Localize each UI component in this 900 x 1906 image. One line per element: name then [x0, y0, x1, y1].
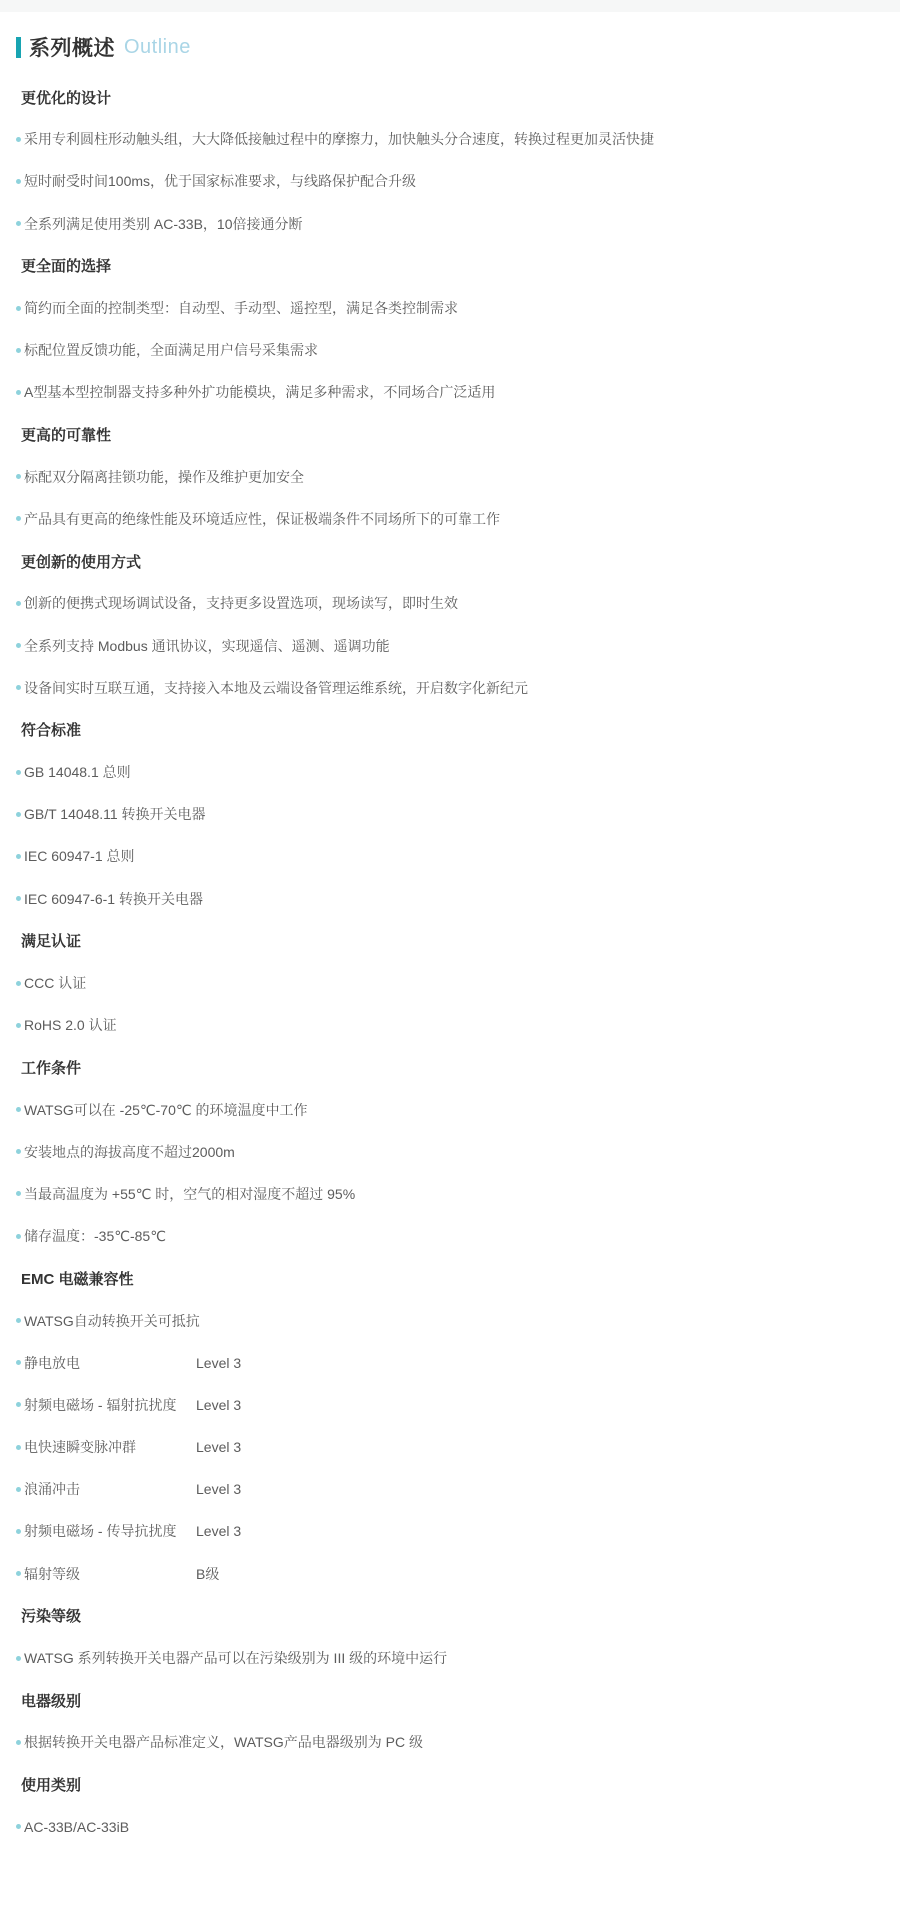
list-item: [16, 1131, 884, 1173]
item-value: Level 3: [196, 1523, 242, 1540]
page-title: [16, 33, 884, 61]
item-text: 储存温度：-35℃-85℃: [24, 1228, 166, 1245]
bullet-dot-icon: [16, 179, 21, 184]
list-item: [16, 287, 884, 329]
section-heading: 满足认证: [21, 933, 82, 951]
item-text: 采用专利圆柱形动触头组，大大降低接触过程中的摩擦力，加快触头分合速度，转换过程更加灵活快捷: [24, 131, 654, 148]
bullet-dot-icon: [16, 221, 21, 226]
item-text: 根据转换开关电器产品标准定义，WATSG产品电器级别为 PC 级: [24, 1734, 423, 1751]
list-item: [16, 1215, 884, 1257]
page-title-en: Outline: [124, 35, 191, 58]
list-item: [16, 1510, 884, 1552]
bullet-dot-icon: [16, 1445, 21, 1450]
item-label: 静电放电: [24, 1354, 80, 1371]
list-item: [16, 667, 884, 709]
list-item: [16, 878, 884, 920]
bullet-dot-icon: [16, 601, 21, 606]
bullet-dot-icon: [16, 1318, 21, 1323]
list-item: [16, 1553, 884, 1595]
bullet-dot-icon: [16, 1402, 21, 1407]
section-heading: 污染等级: [21, 1608, 82, 1626]
item-text: AC-33B/AC-33iB: [24, 1818, 130, 1835]
item-text: 标配双分隔离挂锁功能，操作及维护更加安全: [24, 468, 304, 485]
section-list: [16, 76, 884, 1848]
section-heading: 更创新的使用方式: [21, 553, 142, 571]
bullet-dot-icon: [16, 1234, 21, 1239]
list-item: [16, 1004, 884, 1046]
item-text: 全系列满足使用类别 AC-33B，10倍接通分断: [24, 215, 303, 232]
item-text: 产品具有更高的绝缘性能及环境适应性，保证极端条件不同场所下的可靠工作: [24, 510, 500, 527]
page-title-zh: 系列概述: [29, 37, 115, 60]
section-heading: 更高的可靠性: [21, 427, 112, 445]
item-text: 安装地点的海拔高度不超过2000m: [24, 1143, 235, 1160]
section-heading: 更全面的选择: [21, 258, 112, 276]
list-item: [16, 751, 884, 793]
item-text: IEC 60947-1 总则: [24, 848, 135, 865]
item-text: 设备间实时互联互通，支持接入本地及云端设备管理运维系统，开启数字化新纪元: [24, 679, 528, 696]
list-item: [16, 1637, 884, 1679]
top-divider: [0, 0, 900, 12]
bullet-dot-icon: [16, 1571, 21, 1576]
bullet-dot-icon: [16, 516, 21, 521]
bullet-dot-icon: [16, 685, 21, 690]
item-label: 射频电磁场 - 传导抗扰度: [24, 1523, 177, 1540]
list-item: [16, 1721, 884, 1763]
list-item: [16, 371, 884, 413]
bullet-dot-icon: [16, 643, 21, 648]
list-item: [16, 203, 884, 245]
item-value: Level 3: [196, 1354, 242, 1371]
list-item: [16, 624, 884, 666]
bullet-dot-icon: [16, 1656, 21, 1661]
bullet-dot-icon: [16, 348, 21, 353]
list-item: [16, 1089, 884, 1131]
list-item: [16, 1173, 884, 1215]
item-value: Level 3: [196, 1439, 242, 1456]
item-value: Level 3: [196, 1396, 242, 1413]
list-item: [16, 1342, 884, 1384]
item-text: GB 14048.1 总则: [24, 764, 131, 781]
bullet-dot-icon: [16, 854, 21, 859]
list-item: [16, 1468, 884, 1510]
bullet-dot-icon: [16, 1529, 21, 1534]
bullet-dot-icon: [16, 474, 21, 479]
section-heading: 电器级别: [21, 1692, 82, 1710]
item-label: 射频电磁场 - 辐射抗扰度: [24, 1396, 177, 1413]
item-text: 当最高温度为 +55℃ 时，空气的相对湿度不超过 95%: [24, 1185, 356, 1202]
list-item: [16, 793, 884, 835]
bullet-dot-icon: [16, 1149, 21, 1154]
bullet-dot-icon: [16, 390, 21, 395]
list-item: [16, 1806, 884, 1848]
series-outline-page: [0, 12, 900, 1848]
item-text: IEC 60947-6-1 转换开关电器: [24, 890, 203, 907]
bullet-dot-icon: [16, 1740, 21, 1745]
item-text: 标配位置反馈功能，全面满足用户信号采集需求: [24, 342, 318, 359]
item-text: 简约而全面的控制类型：自动型、手动型、遥控型，满足各类控制需求: [24, 300, 458, 317]
section-heading: 更优化的设计: [21, 89, 112, 107]
bullet-dot-icon: [16, 1360, 21, 1365]
item-text: GB/T 14048.11 转换开关电器: [24, 806, 206, 823]
item-value: Level 3: [196, 1481, 242, 1498]
list-item: [16, 962, 884, 1004]
item-text: RoHS 2.0 认证: [24, 1017, 117, 1034]
item-label: 电快速瞬变脉冲群: [24, 1439, 136, 1456]
item-label: 浪涌冲击: [24, 1481, 80, 1498]
list-item: [16, 1426, 884, 1468]
item-text: 短时耐受时间100ms，优于国家标准要求，与线路保护配合升级: [24, 173, 417, 190]
bullet-dot-icon: [16, 1191, 21, 1196]
item-text: 创新的便携式现场调试设备，支持更多设置选项，现场读写，即时生效: [24, 595, 458, 612]
bullet-dot-icon: [16, 306, 21, 311]
item-text: 全系列支持 Modbus 通讯协议，实现遥信、遥测、遥调功能: [24, 637, 390, 654]
section-heading: 符合标准: [21, 722, 82, 740]
list-item: [16, 582, 884, 624]
bullet-dot-icon: [16, 1824, 21, 1829]
item-value: B级: [196, 1565, 220, 1582]
list-item: [16, 498, 884, 540]
item-text: A型基本型控制器支持多种外扩功能模块，满足多种需求，不同场合广泛适用: [24, 384, 496, 401]
bullet-dot-icon: [16, 981, 21, 986]
list-item: [16, 456, 884, 498]
list-item: [16, 118, 884, 160]
title-accent-bar: [16, 37, 21, 58]
bullet-dot-icon: [16, 1487, 21, 1492]
list-item: [16, 835, 884, 877]
item-text: CCC 认证: [24, 975, 87, 992]
bullet-dot-icon: [16, 770, 21, 775]
bullet-dot-icon: [16, 812, 21, 817]
bullet-dot-icon: [16, 137, 21, 142]
list-item: [16, 160, 884, 202]
bullet-dot-icon: [16, 1023, 21, 1028]
section-heading: 使用类别: [21, 1777, 82, 1795]
bullet-dot-icon: [16, 1107, 21, 1112]
section-heading: EMC 电磁兼容性: [21, 1270, 134, 1288]
list-item: [16, 1299, 884, 1341]
section-heading: 工作条件: [21, 1059, 82, 1077]
item-text: WATSG自动转换开关可抵抗: [24, 1312, 200, 1329]
item-text: WATSG可以在 -25℃-70℃ 的环境温度中工作: [24, 1101, 308, 1118]
item-label: 辐射等级: [24, 1565, 80, 1582]
list-item: [16, 329, 884, 371]
list-item: [16, 1384, 884, 1426]
bullet-dot-icon: [16, 896, 21, 901]
item-text: WATSG 系列转换开关电器产品可以在污染级别为 III 级的环境中运行: [24, 1650, 448, 1667]
